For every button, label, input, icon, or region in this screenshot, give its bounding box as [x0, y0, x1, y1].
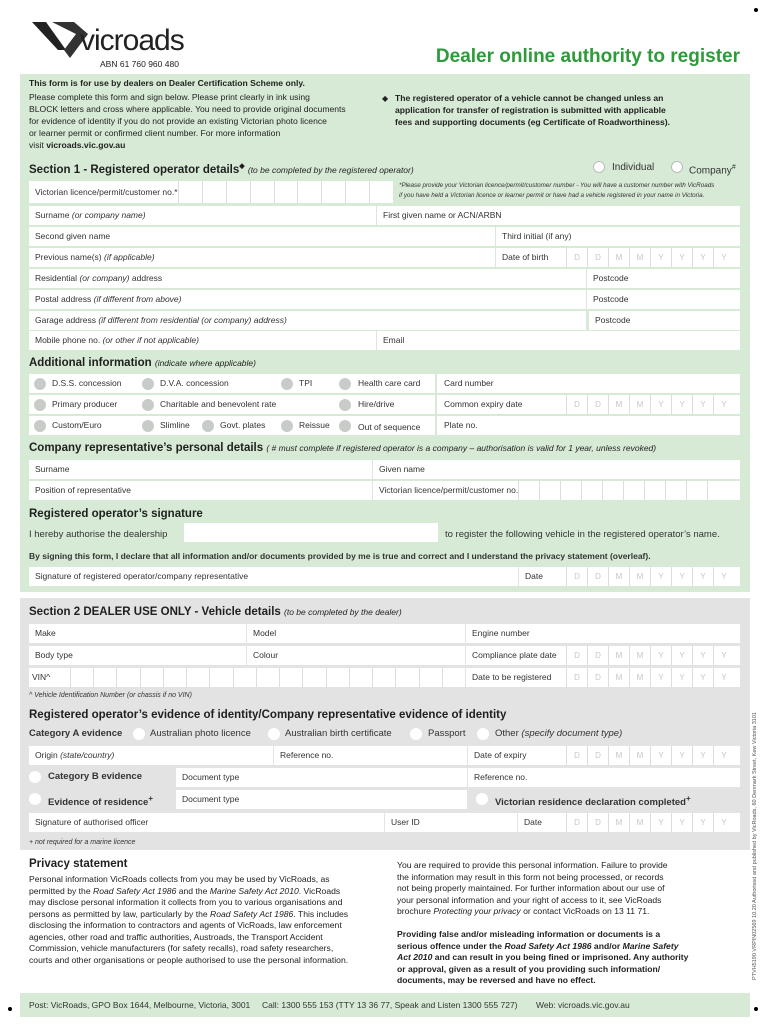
body-type-field[interactable]: Body type	[29, 646, 246, 665]
section1-title: Section 1 - Registered operator details◆ (to be completed by the registered operator)	[29, 163, 414, 176]
signature-date-label: Date	[519, 567, 566, 586]
rep-given-name-field[interactable]: Given name	[373, 460, 740, 479]
tpi-label: TPI	[299, 378, 313, 388]
photo-licence-radio[interactable]	[133, 728, 145, 740]
residential-postcode-field[interactable]: Postcode	[587, 269, 740, 288]
common-expiry-date-input[interactable]: D D M M Y Y Y Y	[566, 395, 740, 414]
out-of-sequence-checkbox[interactable]	[339, 420, 351, 432]
colour-field[interactable]: Colour	[247, 646, 465, 665]
first-given-name-field[interactable]: First given name or ACN/ARBN	[377, 206, 740, 225]
make-field[interactable]: Make	[29, 624, 246, 643]
postal-address-field[interactable]: Postal address (if different from above)	[29, 290, 586, 309]
dss-label: D.S.S. concession	[52, 378, 122, 388]
officer-date-label: Date	[518, 813, 566, 832]
date-registered-label: Date to be registered	[466, 668, 566, 687]
health-care-checkbox[interactable]	[339, 378, 351, 390]
authorise-text: I hereby authorise the dealership	[29, 529, 168, 540]
hire-drive-checkbox[interactable]	[339, 399, 351, 411]
intro-line: or learner permit or confirmed client number. For more information	[29, 128, 281, 138]
note-line: fees and supporting documents (eg Certificate of Roadworthiness).	[395, 117, 671, 127]
slimline-label: Slimline	[160, 420, 190, 430]
licence-input[interactable]	[178, 181, 393, 203]
rep-licence-input[interactable]	[518, 481, 740, 500]
evidence-title: Registered operator’s evidence of identity/Company representative evidence of identity	[29, 709, 507, 721]
footer-call: Call: 1300 555 153 (TTY 13 36 77, Speak and Listen 1300 555 727)	[262, 1000, 518, 1010]
garage-postcode-field[interactable]: Postcode	[589, 311, 740, 330]
category-a-label: Category A evidence	[29, 728, 123, 739]
signature-title: Registered operator’s signature	[29, 508, 203, 520]
operator-signature-field[interactable]: Signature of registered operator/company representative	[29, 567, 518, 586]
licence-note: *Please provide your Victorian licence/permit/customer number - You will have a customer number with VicRoads if you have held a Victorian licence or learner permit or have had a vehicle registered in your name in Victoria.	[399, 182, 715, 199]
logo-text: vicroads	[80, 24, 184, 57]
individual-label: Individual	[612, 162, 655, 173]
residence-radio[interactable]	[29, 793, 41, 805]
side-imprint: PTVH5190 VRPIN02569 10.20 Authorised and published by VicRoads, 60 Denmark Street, Kew Victoria 3101	[752, 712, 758, 980]
engine-number-field[interactable]: Engine number	[466, 624, 740, 643]
compliance-date-label: Compliance plate date	[466, 646, 566, 665]
dva-label: D.V.A. concession	[160, 378, 229, 388]
model-field[interactable]: Model	[247, 624, 465, 643]
passport-radio[interactable]	[410, 728, 422, 740]
privacy-text: Personal information VicRoads collects from you may be used by VicRoads, as permitted by the Road Safety Act 1986 and the Marine Safety Act 2010. VicRoads may disclose personal information it collects from you to various organisations and persons as permitted by law, particularly by the Road Safety Act 1986. This includes disclosing the information to contractors and agents of VicRoads, law enforcement agencies, other road and traffic authorities, Austroads, the Transport Accident Commission, vehicle manufacturers (for safety recalls), road safety researchers, courts and other organisations or people authorised to use the personal information.	[29, 874, 349, 965]
other-label: Other (specify document type)	[495, 728, 623, 739]
vicroads-logo	[30, 18, 210, 70]
govt-plates-checkbox[interactable]	[202, 420, 214, 432]
previous-names-field[interactable]: Previous name(s) (if applicable)	[29, 248, 495, 267]
category-b-label: Category B evidence	[48, 771, 142, 782]
declaration-text: By signing this form, I declare that all information and/or documents provided by me is true and correct and I understand the privacy statement (overleaf).	[29, 551, 651, 561]
primary-producer-label: Primary producer	[52, 399, 118, 409]
mobile-field[interactable]: Mobile phone no. (or other if not applicable)	[29, 331, 376, 350]
reference-number-field[interactable]: Reference no.	[274, 746, 467, 765]
primary-producer-checkbox[interactable]	[34, 399, 46, 411]
residence-label: Evidence of residence+	[48, 794, 153, 809]
plate-number-field[interactable]: Plate no.	[444, 420, 478, 430]
marine-note: + not required for a marine licence	[29, 839, 136, 846]
intro-line: Please complete this form and sign below. Please print clearly in ink using	[29, 92, 310, 102]
second-given-name-field[interactable]: Second given name	[29, 227, 495, 246]
signature-date-input[interactable]: D D M M Y Y Y Y	[566, 567, 740, 586]
user-id-field[interactable]: User ID	[385, 813, 517, 832]
licence-label: Victorian licence/permit/customer no.*	[29, 181, 178, 203]
vin-label: VIN^	[29, 668, 465, 687]
garage-address-field[interactable]: Garage address (if different from residential (or company) address)	[29, 311, 586, 330]
registration-dot	[8, 1007, 12, 1011]
footer-post: Post: VicRoads, GPO Box 1644, Melbourne, Victoria, 3001	[29, 1000, 251, 1010]
abn: ABN 61 760 960 480	[100, 59, 179, 69]
charitable-label: Charitable and benevolent rate	[160, 399, 277, 409]
compliance-date-input[interactable]: D D M M Y Y Y Y	[566, 646, 740, 665]
individual-radio[interactable]	[593, 161, 605, 173]
slimline-checkbox[interactable]	[142, 420, 154, 432]
residential-address-field[interactable]: Residential (or company) address	[29, 269, 586, 288]
origin-field[interactable]: Origin (state/country)	[29, 746, 273, 765]
rep-licence-label: Victorian licence/permit/customer no.	[373, 481, 518, 500]
expiry-date-input[interactable]: D D M M Y Y Y Y	[566, 746, 740, 765]
privacy-warning-text: Providing false and/or misleading information or documents is a serious offence under the Road Safety Act 1986 and/or Marine Safety Act 2010 and can result in you being fined or imprisoned. Any authority or approval, given as a result of you providing such information/ documents, may be reversed and have no effect.	[397, 929, 689, 985]
rep-surname-field[interactable]: Surname	[29, 460, 372, 479]
out-of-sequence-label: Out of sequence	[358, 422, 421, 432]
health-care-label: Health care card	[358, 378, 421, 388]
vic-residence-radio[interactable]	[476, 793, 488, 805]
govt-plates-label: Govt. plates	[220, 420, 266, 430]
charitable-checkbox[interactable]	[142, 399, 154, 411]
postal-postcode-field[interactable]: Postcode	[587, 290, 740, 309]
page-title: Dealer online authority to register	[435, 46, 740, 67]
other-radio[interactable]	[477, 728, 489, 740]
to-register-text: to register the following vehicle in the registered operator’s name.	[445, 529, 720, 540]
note-line: The registered operator of a vehicle cannot be changed unless an	[395, 93, 664, 103]
officer-signature-field[interactable]: Signature of authorised officer	[29, 813, 384, 832]
company-rep-title: Company representative’s personal details ( # must complete if registered operator is a company – authorisation is valid for 1 year, unless revoked)	[29, 442, 657, 454]
intro-line: visit vicroads.vic.gov.au	[29, 140, 126, 150]
category-b-radio[interactable]	[29, 771, 41, 783]
footer-web[interactable]: Web: vicroads.vic.gov.au	[536, 1000, 630, 1010]
card-number-field[interactable]: Card number	[444, 378, 494, 388]
intro-heading: This form is for use by dealers on Dealer Certification Scheme only.	[29, 78, 305, 88]
company-radio[interactable]	[671, 161, 683, 173]
birth-certificate-radio[interactable]	[268, 728, 280, 740]
photo-licence-label: Australian photo licence	[150, 728, 251, 739]
vin-input[interactable]	[70, 668, 465, 687]
dva-checkbox[interactable]	[142, 378, 154, 390]
third-initial-field[interactable]: Third initial (if any)	[496, 227, 740, 246]
privacy-requirement-text: You are required to provide this personal information. Failure to provide the information may result in this form not being processed, or records not being properly maintained. For further information about our use of your personal information and your right of access to it, see VicRoads brochure Protecting your privacy or contact VicRoads on 13 11 71.	[397, 860, 668, 916]
vicroads-link[interactable]: vicroads.vic.gov.au	[46, 140, 126, 150]
hire-drive-label: Hire/drive	[358, 399, 395, 409]
company-label: Company#	[689, 164, 736, 177]
expiry-date-label: Date of expiry	[468, 746, 566, 765]
custom-euro-label: Custom/Euro	[52, 420, 102, 430]
intro-line: for evidence of identity if you do not provide an existing Victorian photo licence	[29, 116, 327, 126]
tpi-checkbox[interactable]	[281, 378, 293, 390]
privacy-title: Privacy statement	[29, 858, 128, 870]
diamond-icon: ◆	[382, 94, 389, 103]
reissue-label: Reissue	[299, 420, 330, 430]
custom-euro-checkbox[interactable]	[34, 420, 46, 432]
registration-dot	[754, 8, 758, 12]
officer-date-input[interactable]: D D M M Y Y Y Y	[566, 813, 740, 832]
vic-residence-label: Victorian residence declaration completed+	[495, 794, 691, 809]
common-expiry-label: Common expiry date	[444, 399, 523, 409]
dob-input[interactable]: D D M M Y Y Y Y	[566, 248, 740, 267]
dss-checkbox[interactable]	[34, 378, 46, 390]
birth-certificate-label: Australian birth certificate	[285, 728, 392, 739]
email-field[interactable]: Email	[377, 331, 740, 350]
reference-number-2-field[interactable]: Reference no.	[468, 768, 740, 787]
section2-title: Section 2 DEALER USE ONLY - Vehicle details (to be completed by the dealer)	[29, 606, 402, 618]
doc-type-2-field[interactable]: Document type	[176, 790, 467, 809]
date-registered-input[interactable]: D D M M Y Y Y Y	[566, 668, 740, 687]
registration-dot	[754, 1007, 758, 1011]
rep-position-field[interactable]: Position of representative	[29, 481, 372, 500]
doc-type-field[interactable]: Document type	[176, 768, 467, 787]
passport-label: Passport	[428, 728, 466, 739]
surname-field[interactable]: Surname (or company name)	[29, 206, 376, 225]
dob-label: Date of birth	[496, 248, 566, 267]
vin-note: ^ Vehicle Identification Number (or chassis if no VIN)	[29, 692, 192, 699]
dealership-input[interactable]	[184, 523, 438, 542]
intro-line: BLOCK letters and cross where applicable. You need to provide original documents	[29, 104, 346, 114]
reissue-checkbox[interactable]	[281, 420, 293, 432]
note-line: application for transfer of registration is submitted with applicable	[395, 105, 666, 115]
additional-info-title: Additional information (indicate where applicable)	[29, 357, 256, 369]
